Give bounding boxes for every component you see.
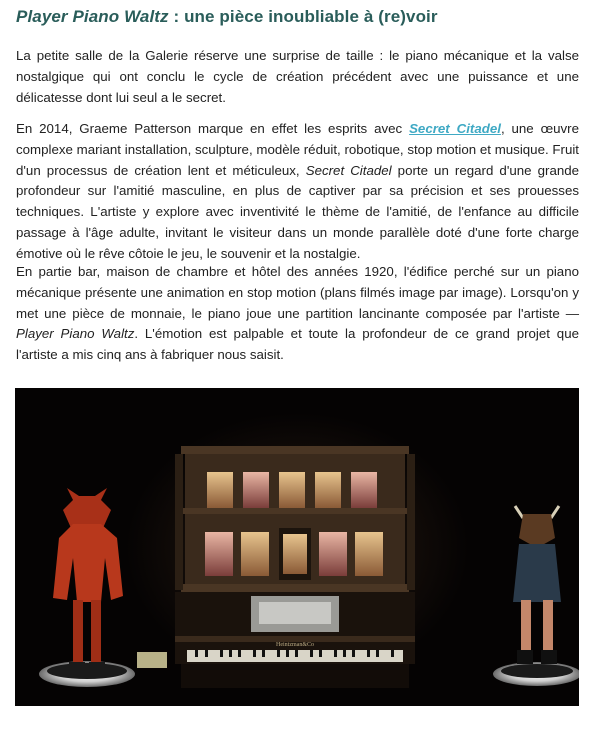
installation-scene (15, 388, 579, 706)
piano-brand-label: Heintzman&Co (276, 642, 314, 648)
paragraph-text: , une œuvre complexe mariant installation, sculpture, modèle réduit, robotique, stop motion et musique. Fruit d'un processus de création lent et méticuleux, (16, 121, 579, 178)
miniature-building (175, 446, 415, 592)
article-title (16, 7, 438, 27)
paragraph-intro: La petite salle de la Galerie réserve une surprise de taille : le piano mécanique et la valse nostalgique qui ont conclu le cycle de création précédent avec une puissance et une délicatesse dont lui seul a le secret. (16, 48, 579, 105)
installation-photo (15, 388, 579, 706)
secret-citadel-link[interactable]: Secret Citadel (409, 121, 501, 136)
paragraph-text: En partie bar, maison de chambre et hôtel des années 1920, l'édifice perché sur un piano mécanique présente une animation en stop motion (plans filmés image par image). Lorsqu'on y met une pièce de monnaie, le piano joue une partition lancinante composée par l'artiste — (16, 264, 579, 321)
player-piano-waltz-italic: Player Piano Waltz (16, 326, 135, 342)
paragraph-text: En 2014, Graeme Patterson marque en effet les esprits avec (16, 121, 410, 136)
paragraph-player-piano (16, 262, 579, 366)
article-title-rest: : une pièce inoubliable à (re)voir (168, 7, 438, 26)
paragraph-text: . L'émotion est palpable et toute la profondeur de ce grand projet que l'artiste a mis cinq ans à fabriquer nous saisit. (16, 326, 579, 363)
article-title-italic: Player Piano Waltz (16, 7, 169, 26)
paragraph-text: porte un regard d'une grande profondeur sur l'amitié masculine, en plus de captiver par sa précision et ses prouesses techniques. L'artiste y explore avec inventivité le thème de l'amitié, de l'enfance au difficile passage à l'âge adulte, invitant le visiteur dans un monde parallèle doté d'une forte charge émotive où le rêve côtoie le jeu, le souvenir et la nostalgie. (16, 162, 580, 261)
secret-citadel-italic: Secret Citadel (305, 162, 392, 178)
paragraph-secret-citadel (16, 119, 579, 265)
